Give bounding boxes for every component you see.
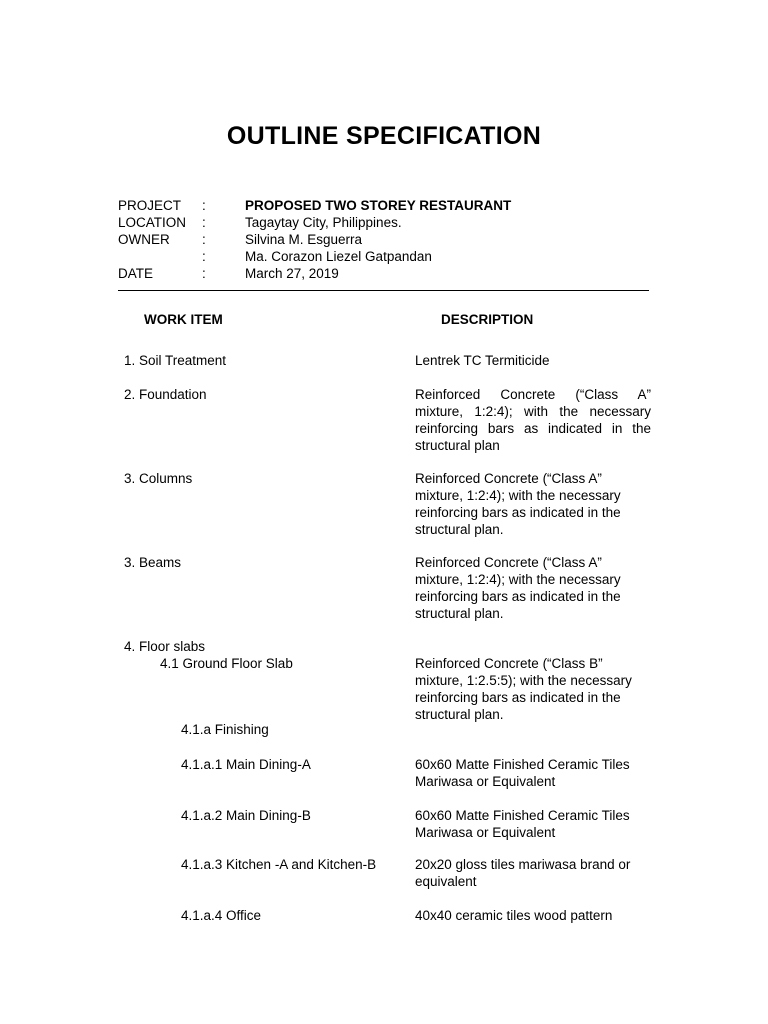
desc-line: Lentrek TC Termiticide bbox=[415, 353, 550, 368]
owner-colon-2: : bbox=[202, 249, 206, 264]
desc-line: 20x20 gloss tiles mariwasa brand or bbox=[415, 857, 631, 872]
owner-value-2: Ma. Corazon Liezel Gatpandan bbox=[245, 249, 432, 264]
desc-office bbox=[415, 907, 651, 924]
item-columns: 3. Columns bbox=[124, 471, 193, 486]
desc-line: structural plan. bbox=[415, 522, 504, 537]
desc-line: Mariwasa or Equivalent bbox=[415, 825, 556, 840]
project-value: PROPOSED TWO STOREY RESTAURANT bbox=[245, 198, 512, 213]
desc-line: Reinforced Concrete (“Class B” bbox=[415, 656, 603, 671]
owner-colon: : bbox=[202, 232, 206, 247]
divider-line bbox=[118, 290, 649, 291]
item-ground-floor-slab: 4.1 Ground Floor Slab bbox=[160, 656, 293, 671]
desc-line: equivalent bbox=[415, 874, 477, 889]
desc-columns bbox=[415, 470, 651, 538]
desc-foundation bbox=[415, 386, 651, 454]
location-label: LOCATION bbox=[118, 215, 187, 230]
date-value: March 27, 2019 bbox=[245, 266, 339, 281]
date-colon: : bbox=[202, 266, 206, 281]
project-colon: : bbox=[202, 198, 206, 213]
desc-line: mixture, 1:2:4); with the necessary bbox=[415, 488, 621, 503]
desc-line: mixture, 1:2:4); with the necessary bbox=[415, 572, 621, 587]
owner-value-1: Silvina M. Esguerra bbox=[245, 232, 363, 247]
desc-line: structural plan. bbox=[415, 606, 504, 621]
desc-soil-treatment bbox=[415, 352, 651, 369]
item-main-dining-b: 4.1.a.2 Main Dining-B bbox=[181, 808, 311, 823]
desc-line: 60x60 Matte Finished Ceramic Tiles bbox=[415, 757, 630, 772]
desc-line: Mariwasa or Equivalent bbox=[415, 774, 556, 789]
desc-line: structural plan bbox=[415, 438, 500, 453]
item-soil-treatment: 1. Soil Treatment bbox=[124, 353, 227, 368]
desc-line: Reinforced Concrete (“Class A” bbox=[415, 555, 602, 570]
desc-line: reinforcing bars as indicated in the bbox=[415, 421, 651, 436]
desc-line: 60x60 Matte Finished Ceramic Tiles bbox=[415, 808, 630, 823]
desc-beams bbox=[415, 554, 651, 622]
location-colon: : bbox=[202, 215, 206, 230]
description-header: DESCRIPTION bbox=[441, 312, 534, 327]
desc-line: mixture, 1:2.5:5); with the necessary bbox=[415, 673, 632, 688]
desc-line: reinforcing bars as indicated in the bbox=[415, 505, 621, 520]
item-foundation: 2. Foundation bbox=[124, 387, 207, 402]
work-item-header: WORK ITEM bbox=[144, 312, 223, 327]
desc-line: Reinforced Concrete (“Class A” bbox=[415, 471, 602, 486]
item-floor-slabs: 4. Floor slabs bbox=[124, 639, 206, 654]
document-title: OUTLINE SPECIFICATION bbox=[226, 122, 542, 150]
desc-ground-floor-slab bbox=[415, 655, 651, 723]
desc-main-dining-a bbox=[415, 756, 651, 790]
item-beams: 3. Beams bbox=[124, 555, 182, 570]
desc-line: mixture, 1:2:4); with the necessary bbox=[415, 404, 651, 419]
project-label: PROJECT bbox=[118, 198, 182, 213]
date-label: DATE bbox=[118, 266, 154, 281]
desc-line: Reinforced Concrete (“Class A” bbox=[415, 387, 651, 402]
item-main-dining-a: 4.1.a.1 Main Dining-A bbox=[181, 757, 311, 772]
item-office: 4.1.a.4 Office bbox=[181, 908, 262, 923]
desc-main-dining-b bbox=[415, 807, 651, 841]
desc-kitchen bbox=[415, 856, 651, 890]
desc-line: reinforcing bars as indicated in the bbox=[415, 589, 621, 604]
owner-label: OWNER bbox=[118, 232, 170, 247]
item-kitchen: 4.1.a.3 Kitchen -A and Kitchen-B bbox=[181, 857, 377, 872]
location-value: Tagaytay City, Philippines. bbox=[245, 215, 402, 230]
item-finishing: 4.1.a Finishing bbox=[181, 722, 269, 737]
desc-line: 40x40 ceramic tiles wood pattern bbox=[415, 908, 613, 923]
desc-line: reinforcing bars as indicated in the bbox=[415, 690, 621, 705]
desc-line: structural plan. bbox=[415, 707, 504, 722]
